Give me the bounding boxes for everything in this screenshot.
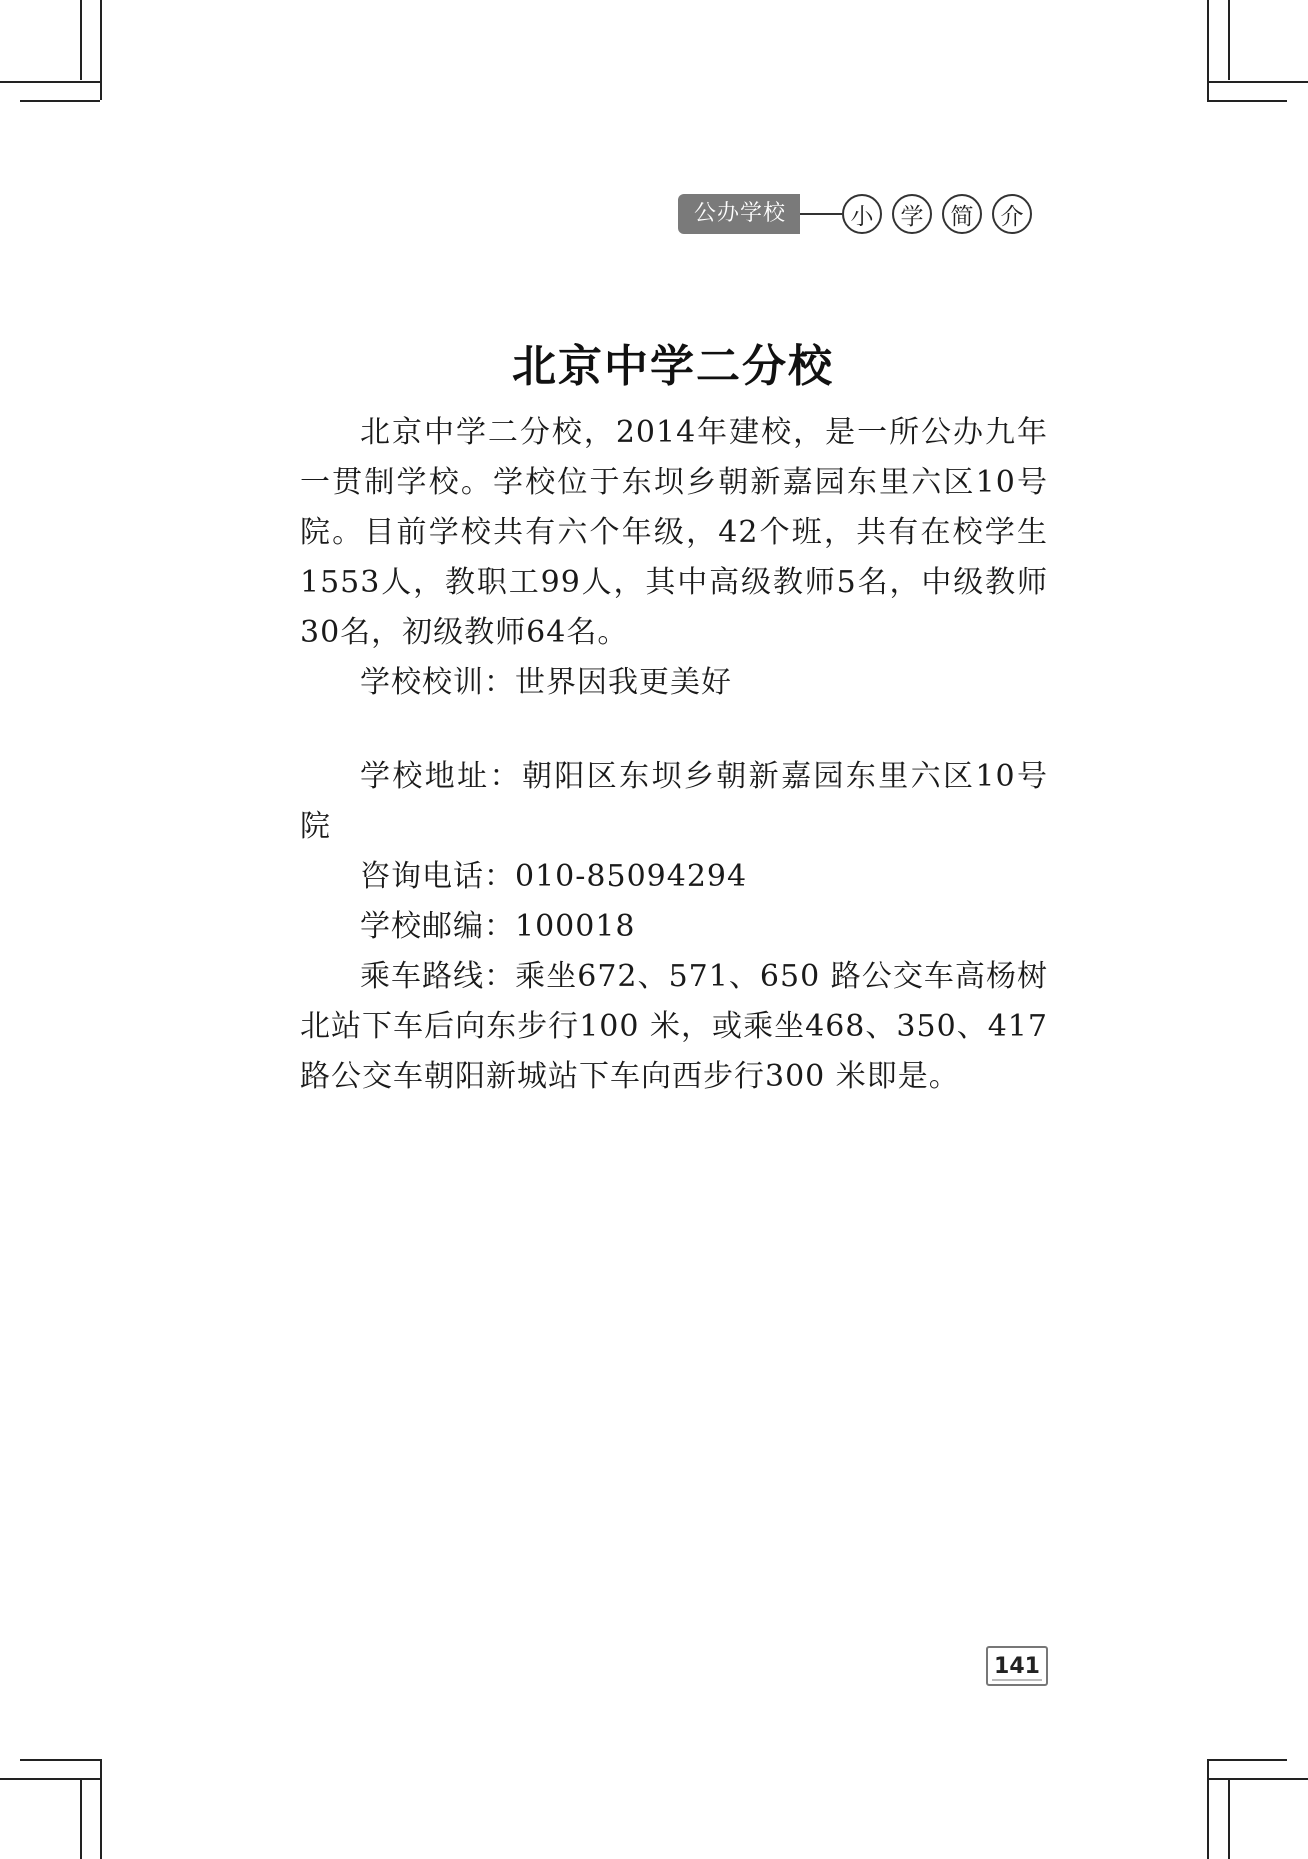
- address-paragraph: 学校地址：朝阳区东坝乡朝新嘉园东里六区10号院: [300, 759, 1048, 844]
- crop-mark-bottom-left-vertical-2: [80, 1779, 82, 1859]
- postcode-paragraph: 学校邮编：100018: [360, 909, 636, 944]
- circled-char: 学: [892, 194, 932, 234]
- crop-mark-bottom-left-vertical: [100, 1759, 102, 1859]
- article-body: [300, 408, 1048, 1102]
- paragraph-spacer: [300, 708, 1048, 752]
- header-connector-line: [800, 213, 842, 215]
- route-paragraph: 乘车路线：乘坐672、571、650 路公交车高杨树北站下车后向东步行100 米，或乘坐468、350、417路公交车朝阳新城站下车向西步行300 米即是。: [300, 959, 1048, 1094]
- crop-mark-top-left-vertical: [100, 0, 102, 100]
- motto-paragraph: 学校校训：世界因我更美好: [360, 665, 732, 700]
- crop-mark-bottom-left-horizontal: [0, 1778, 100, 1780]
- crop-mark-bottom-right-vertical-2: [1228, 1779, 1230, 1859]
- crop-mark-top-left-horizontal-2: [20, 100, 100, 102]
- running-header: [678, 192, 1032, 236]
- crop-mark-top-right-horizontal-2: [1207, 100, 1287, 102]
- crop-mark-bottom-left-horizontal-2: [20, 1759, 100, 1761]
- circled-char: 小: [842, 194, 882, 234]
- crop-mark-top-left-vertical-2: [80, 0, 82, 80]
- intro-paragraph: 北京中学二分校，2014年建校，是一所公办九年一贯制学校。学校位于东坝乡朝新嘉园东里六区10号院。目前学校共有六个年级，42个班，共有在校学生1553人，教职工99人，其中高级教师5名，中级教师30名，初级教师64名。: [300, 415, 1048, 650]
- crop-mark-top-right-horizontal: [1207, 81, 1308, 83]
- section-tag: 公办学校: [678, 194, 800, 234]
- circled-char: 简: [942, 194, 982, 234]
- circled-char: 介: [992, 194, 1032, 234]
- page-number: 141: [986, 1646, 1048, 1686]
- crop-mark-top-right-vertical-2: [1228, 0, 1230, 80]
- phone-paragraph: 咨询电话：010-85094294: [360, 859, 748, 894]
- header-circled-title: [842, 194, 1032, 234]
- crop-mark-top-left-horizontal: [0, 81, 100, 83]
- crop-mark-bottom-right-vertical: [1207, 1759, 1209, 1859]
- crop-mark-top-right-vertical: [1207, 0, 1209, 100]
- page-title: 北京中学二分校: [512, 341, 834, 392]
- crop-mark-bottom-right-horizontal: [1207, 1778, 1308, 1780]
- crop-mark-bottom-right-horizontal-2: [1207, 1759, 1287, 1761]
